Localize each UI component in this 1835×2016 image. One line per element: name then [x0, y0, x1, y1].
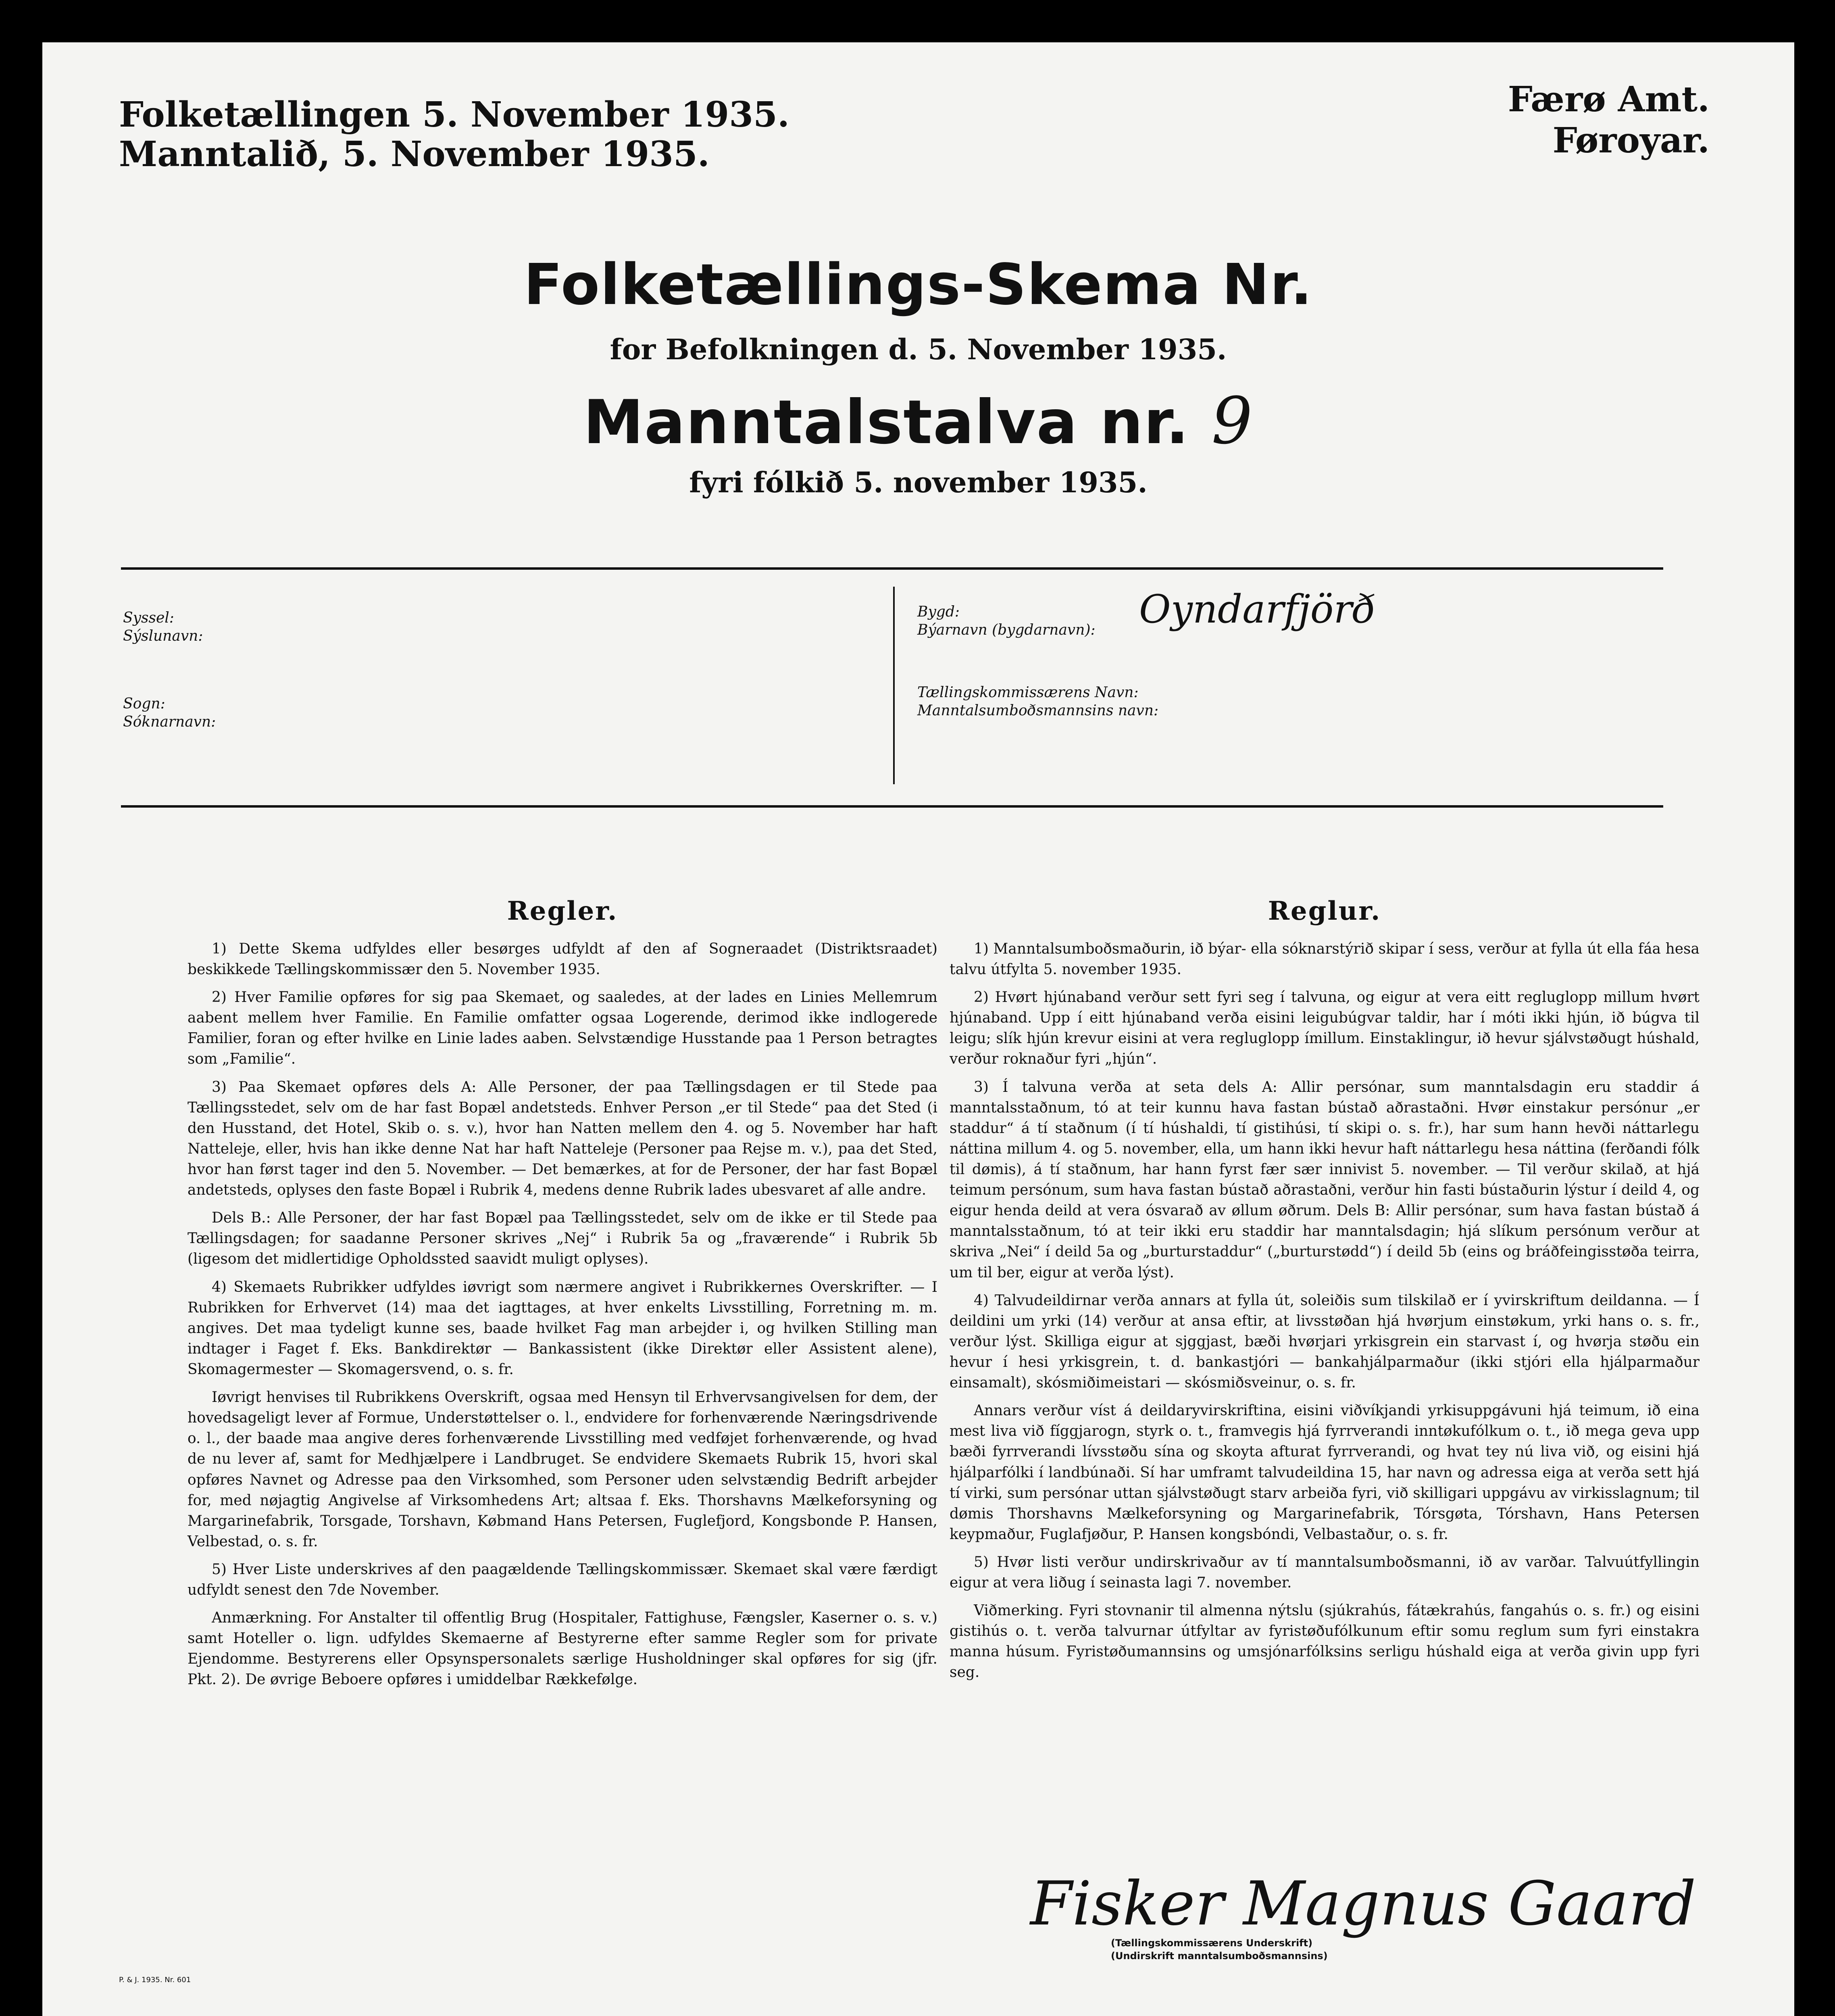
label-sogn: Sogn:: [123, 696, 165, 712]
byarnavn-handwritten: Oyndarfjörð: [1139, 587, 1376, 632]
signature-caption-faroese: (Undirskrift manntalsumboðsmannsins): [1111, 1950, 1328, 1962]
header-right-line2: Føroyar.: [1552, 120, 1710, 161]
bottom-rule: [121, 805, 1663, 808]
form-subtitle: for Befolkningen d. 5. November 1935.: [610, 333, 1227, 366]
regler-heading: Regler.: [507, 896, 618, 926]
label-soknarnavn: Sóknarnavn:: [123, 714, 216, 730]
form-title-faroese-text: Manntalstalva nr.: [583, 387, 1190, 458]
regler-paragraph: 1) Dette Skema udfyldes eller besørges udfyldt af den af Sogneraadet (Distriktsraadet) beskikkede Tællingskommissær den 5. November 1935.: [187, 940, 937, 978]
top-rule: [121, 567, 1663, 570]
regler-paragraph: 3) Paa Skemaet opføres dels A: Alle Personer, der paa Tællingsdagen er til Stede paa Tællingsstedet, selv om de har fast Bopæl andetsteds. Enhver Person „er til Stede“ paa det Sted (i den Husstand, det Hotel, Skib o. s. v.), hvor han Natten mellem den 4. og 5. November har haft Natteleje, eller, hvis han ikke denne Nat har haft Natteleje (Personer paa Rejse m. v.), paa det Sted, hvor han først tager ind den 5. November. — Det bemærkes, at for de Personer, der har fast Bopæl andetsteds, oplyses den faste Bopæl i Rubrik 4, medens denne Rubrik lades ubesvaret af alle andre.: [187, 1079, 937, 1199]
field-divider: [893, 587, 895, 784]
form-subtitle-faroese: fyri fólkið 5. november 1935.: [689, 466, 1148, 499]
reglur-paragraph: 2) Hvørt hjúnaband verður sett fyri seg í talvuna, og eigur at vera eitt regluglopp millum hvørt hjúnaband. Upp í eitt hjúnaband verða eisini leigubúgvar taldir, har í móti ikki hjún, ið búgva til leigu; slík hjún krevur eisini at vera regluglopp ímillum. Einstaklingur, ið hevur sjálvstøðugt húshald, verður roknaður fyri „hjún“.: [950, 989, 1700, 1068]
regler-paragraph: Anmærkning. For Anstalter til offentlig Brug (Hospitaler, Fattighuse, Fængsler, Kaserner o. s. v.) samt Hoteller o. lign. udfyldes Skemaerne af Bestyrerne efter samme Regler som for private Ejendomme. Bestyrerens eller Opsynspersonalets særlige Husholdninger skal opføres for sig (jfr. Pkt. 2). De øvrige Beboere opføres i umiddelbar Rækkefølge.: [187, 1610, 937, 1688]
print-mark: P. & J. 1935. Nr. 601: [119, 1976, 191, 1984]
header-left-line1: Folketællingen 5. November 1935.: [119, 94, 789, 135]
reglur-paragraph: 1) Manntalsumboðsmaðurin, ið býar- ella sóknarstýrið skipar í sess, verður at fylla út ella fáa hesa talvu útfylta 5. november 1935.: [950, 940, 1700, 978]
regler-paragraph: 4) Skemaets Rubrikker udfyldes iøvrigt som nærmere angivet i Rubrikkernes Overskrifter. — I Rubrikken for Erhvervet (14) maa det iagttages, at hver enkelts Livsstilling, Forretning m. m. angives. Det maa tydeligt kunne ses, baade hvilket Fag man arbejder i, og hvilken Stilling man indtager i Faget f. Eks. Bankdirektør — Bankassistent (ikke Direktør eller Assistent alene), Skomagermester — Skomagersvend, o. s. fr.: [187, 1279, 937, 1378]
regler-column: [187, 893, 937, 1697]
label-byarnavn: Býarnavn (bygdarnavn):: [917, 622, 1096, 638]
census-form-sheet: [42, 42, 1794, 2016]
reglur-paragraph: 3) Í talvuna verða at seta dels A: Allir persónar, sum manntalsdagin eru staddir á manntalsstaðnum, tó at teir kunnu hava fastan bústað aðrastaðni. Hvør einstakur persónur „er staddur“ á tí staðnum (í tí húshaldi, tí gistihúsi, tí skipi o. s. fr.), har sum hann hevði náttarlegu náttina millum 4. og 5. november, ella, um hann ikki hevur haft náttarlegu hesa náttina (ferðandi fólk til dømis), á tí staðnum, har hann fyrst fær sær innivist 5. november. — Til verður skilað, at hjá teimum persónum, sum hava fastan bústað aðrastaðni, verður hin fasti bústaðurin lýstur í deild 4, og eigur henda deild at vera ósvarað av øllum øðrum. Dels B: Allir persónar, sum hava fastan bústað á manntalsstaðnum, tó at teir ikki eru staddir har manntalsdagin; hjá slíkum persónum verður at skriva „Nei“ í deild 5a og „burturstaddur“ („burturstødd“) í deild 5b (eins og bráðfeingisstøða teirra, um til ber, eigur at verða lýst).: [950, 1079, 1700, 1281]
form-title: Folketællings-Skema Nr.: [524, 252, 1313, 318]
reglur-heading: Reglur.: [1268, 896, 1381, 926]
header-left-line2: Manntalið, 5. November 1935.: [119, 134, 710, 175]
regler-paragraph: Dels B.: Alle Personer, der har fast Bopæl paa Tællingsstedet, selv om de ikke er til Stede paa Tællingsdagen; for saadanne Personer skrives „Nej“ i Rubrik 5a og „fraværende“ i Rubrik 5b (ligesom det midlertidige Opholdssted saavidt muligt oplyses).: [187, 1210, 937, 1268]
form-number-handwritten: 9: [1211, 383, 1254, 458]
reglur-paragraph: Viðmerking. Fyri stovnanir til almenna nýtslu (sjúkrahús, fátækrahús, fangahús o. s. fr.) og eisini gistihús o. t. verða talvurnar útfyltar av fyristøðufólkunum eftir somu reglum sum fyri einstakra manna húsum. Fyristøðumannsins og umsjónarfólksins serligu húshald eiga at verða givin upp fyri seg.: [950, 1602, 1700, 1681]
regler-paragraph: 2) Hver Familie opføres for sig paa Skemaet, og saaledes, at der lades en Linies Mellemrum aabent mellem hver Familie. En Familie omfatter ogsaa Logerende, derimod ikke indlogerede Familier, foran og efter hvilke en Linie lades aaben. Selvstændige Husstande paa 1 Person betragtes som „Familie“.: [187, 989, 937, 1068]
signature-caption-danish: (Tællingskommissærens Underskrift): [1111, 1937, 1313, 1949]
reglur-paragraph: Annars verður víst á deildaryvirskriftina, eisini viðvíkjandi yrkisuppgávuni hjá teimum, ið eina mest liva við fíggjarogn, styrk o. t., framvegis hjá fyrrverandi inntøkufólkum o. t., ið mega geva upp bæði fyrrverandi lívsstøðu sína og skoyta afturat fyrrverandi, og hvat tey nú liva við, og eisini hjá hjálparfólki í landbúnaði. Sí har umframt talvudeildina 15, har navn og adressa eiga at verða sett hjá tí virki, sum persónar uttan sjálvstøðugt starv arbeiða fyri, við skilligari uppgávu av virkisslagnum; til dømis Thorshavns Mælkeforsyning og Margarinefabrik, Tórsgøta, Tórshavn, Hans Petersen keypmaður, Fuglafjøður, P. Hansen kongsbóndi, Velbastaður, o. s. fr.: [950, 1402, 1700, 1543]
reglur-paragraph: 4) Talvudeildirnar verða annars at fylla út, soleiðis sum tilskilað er í yvirskriftum deildanna. — Í deildini um yrki (14) verður at ansa eftir, at livsstøðan hjá hvørjum einstøkum, yrki hans o. s. fr., verður lýst. Skilliga eigur at sjggjast, bæði hvørjari yrkisgrein ein starvast í, og hvørja støðu ein hevur í hesi yrkisgrein, t. d. bankastjóri — bankahjálparmaður (ikki stjóri ella hjálparmaður einsamalt), skósmiðimeistari — skósmiðsveinur, o. s. fr.: [950, 1292, 1700, 1391]
label-bygd: Bygd:: [917, 604, 960, 620]
label-umbod: Manntalsumboðsmannsins navn:: [917, 702, 1159, 719]
regler-paragraph: Iøvrigt henvises til Rubrikkens Overskrift, ogsaa med Hensyn til Erhvervsangivelsen for dem, der hovedsageligt lever af Formue, Understøttelser o. l., endvidere for forhenværende Næringsdrivende o. l., der baade maa angive deres forhenværende Livsstilling med vedføjet forhenværende, og hvad de nu lever af, samt for Medhjælpere i Landbruget. Se endvidere Skemaets Rubrik 15, hvori skal opføres Navnet og Adresse paa den Virksomhed, som Personer uden selvstændig Bedrift arbejder for, med nøjagtig Angivelse af Virksomhedens Art; altsaa f. Eks. Thorshavns Mælkeforsyning og Margarinefabrik, Torsgade, Torshavn, Købmand Hans Petersen, Fuglefjord, Kongsbonde P. Hansen, Velbestad, o. s. fr.: [187, 1389, 937, 1550]
signature-handwritten: Fisker Magnus Gaard: [1030, 1869, 1696, 1939]
label-syssel: Syssel:: [123, 610, 174, 626]
form-title-faroese: [42, 383, 1794, 458]
label-kommissaer: Tællingskommissærens Navn:: [917, 684, 1139, 701]
reglur-paragraph: 5) Hvør listi verður undirskrivaður av tí manntalsumboðsmanni, ið av varðar. Talvuútfyllingin eigur at vera liðug í seinasta lagi 7. november.: [950, 1554, 1700, 1591]
header-right-line1: Færø Amt.: [1508, 79, 1710, 120]
label-syslunavn: Sýslunavn:: [123, 628, 203, 644]
regler-paragraph: 5) Hver Liste underskrives af den paagældende Tællingskommissær. Skemaet skal være færdigt udfyldt senest den 7de November.: [187, 1561, 937, 1599]
reglur-column: [950, 893, 1700, 1690]
